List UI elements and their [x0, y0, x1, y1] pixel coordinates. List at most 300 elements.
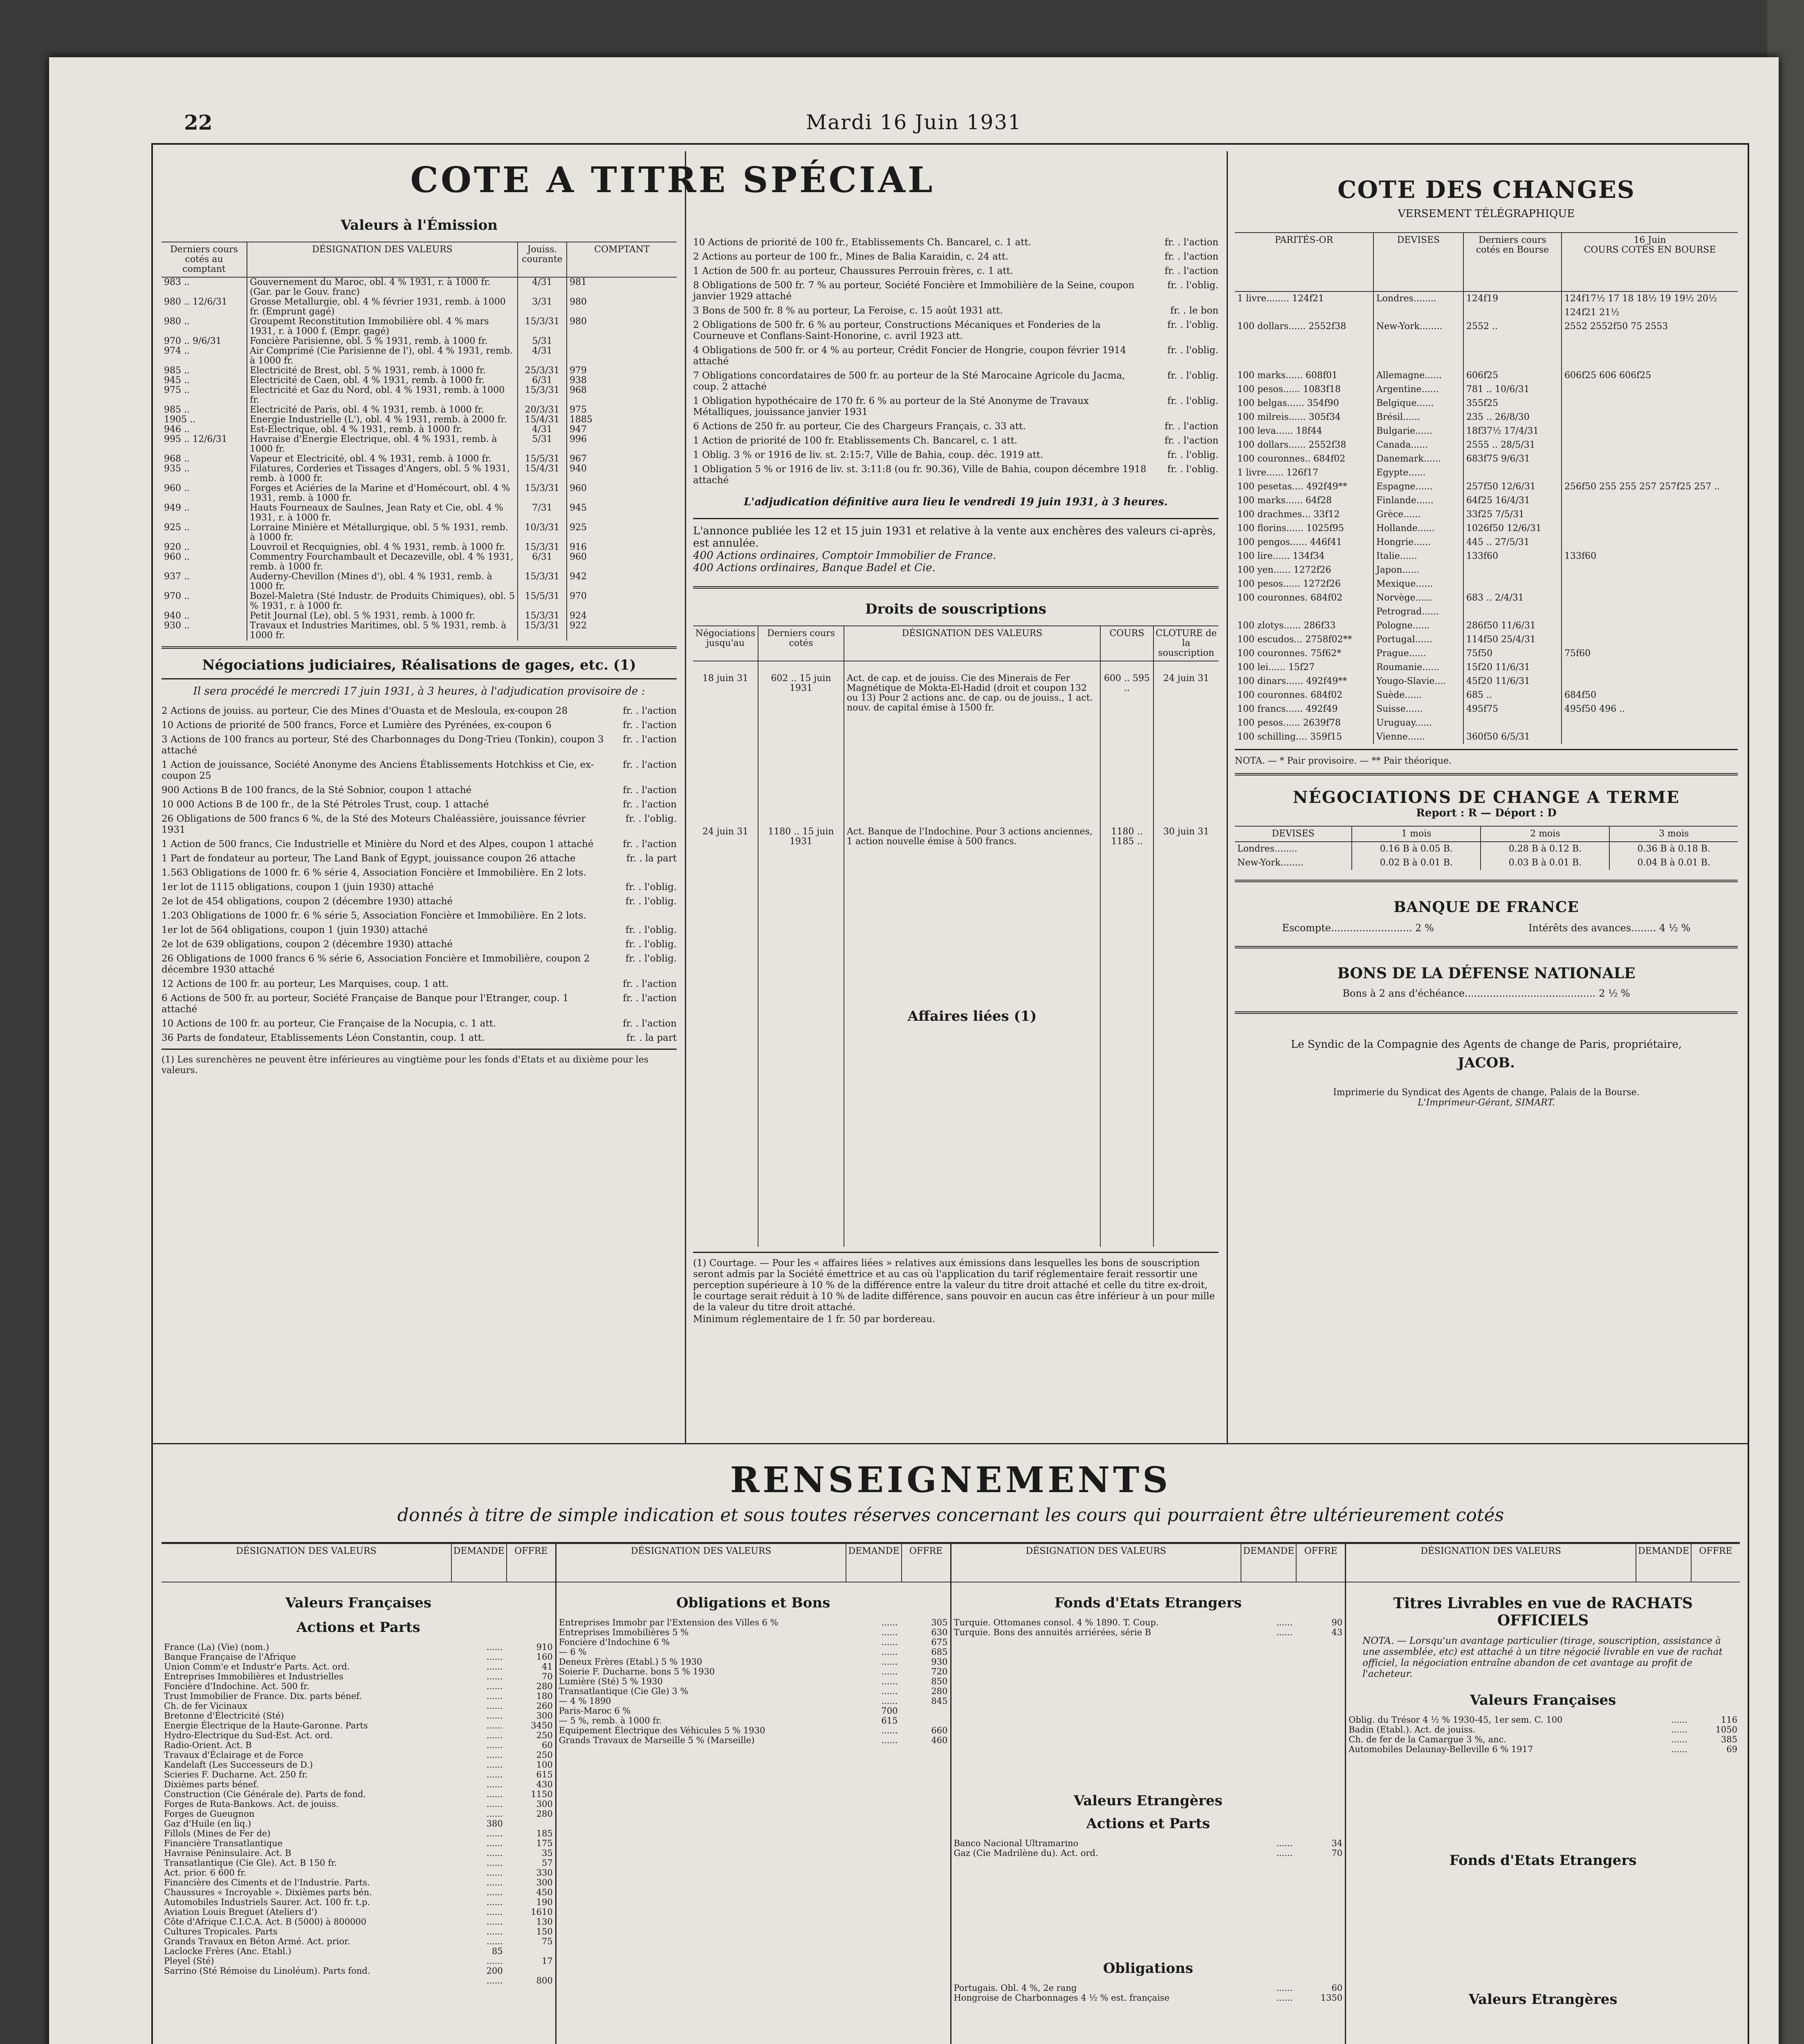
change-cell-p: 1 livre........ 124f21: [1237, 294, 1324, 304]
rens-row: [951, 1983, 1345, 1993]
obligations-etr-heading: Obligations: [1103, 1960, 1193, 1977]
rens-row-name: Entreprises Immobr par l'Extension des Villes 6 %: [559, 1618, 779, 1627]
change-cell-d: Hongrie......: [1373, 536, 1463, 549]
emission-cell-d: 937 ..: [164, 572, 190, 582]
page-number: 22: [184, 110, 213, 134]
middle-item-text: 1 Obligation hypothécaire de 170 fr. 6 % au porteur de la Sté Anonyme de Travaux Métalliques, jouissance janvier 1931: [693, 396, 1089, 417]
change-cell-dc: 64f25 16/4/31: [1463, 494, 1562, 508]
rens-row-demande: 85: [492, 1946, 503, 1956]
rens-row-name: — 6 %: [559, 1647, 587, 1657]
change-cell-d: Bulgarie......: [1373, 424, 1463, 438]
change-cell-c: [1562, 563, 1738, 577]
imprimerie-text: Imprimerie du Syndicat des Agents de change, Palais de la Bourse.: [1333, 1087, 1640, 1098]
change-cell-d: Uruguay......: [1373, 716, 1463, 730]
rens-row: [556, 1706, 950, 1716]
droits-table: [693, 625, 1218, 1247]
change-cell-c: 2552 2552f50 75 2553: [1562, 320, 1738, 369]
emission-row: [162, 611, 677, 621]
droits-title: Droits de souscriptions: [865, 601, 1047, 617]
change-cell-dc: 33f25 7/5/31: [1463, 508, 1562, 522]
rens-row-offre: 280: [536, 1681, 553, 1691]
judiciaire-item-text: 1 Part de fondateur au porteur, The Land Bank of Egypt, jouissance coupon 26 attache: [162, 853, 576, 864]
rens-row-offre: 800: [536, 1976, 553, 1986]
rens-row-demande: 380: [486, 1819, 503, 1829]
emission-row: [162, 385, 677, 405]
emission-row: [162, 542, 677, 552]
change-cell-dc: 606f25: [1463, 369, 1562, 383]
rens-row-offre: 260: [536, 1701, 553, 1711]
rens-row-demande: ......: [486, 1691, 503, 1701]
rens-row-name: Côte d'Afrique C.I.C.A. Act. B (5000) à 800000: [164, 1917, 367, 1927]
rens-col-desig: DÉSIGNATION DES VALEURS: [556, 1544, 846, 1582]
change-cell-p: 100 dollars...... 2552f38: [1237, 321, 1346, 332]
emission-cell-n: Hauts Fourneaux de Saulnes, Jean Raty et Cie, obl. 4 % 1931, r. à 1000 fr.: [247, 503, 518, 523]
emission-cell-c: 924: [567, 611, 677, 621]
annonce-item-1: 400 Actions ordinaires, Comptoir Immobilier de France.: [693, 549, 996, 562]
rens-row-offre: 190: [536, 1897, 553, 1907]
change-cell-dc: [1463, 577, 1562, 591]
judiciaire-item-price: fr. . l'oblig.: [625, 882, 677, 892]
judiciaire-item-text: 900 Actions B de 100 francs, de la Sté Sobnior, coupon 1 attaché: [162, 785, 472, 796]
middle-item: [693, 450, 1218, 461]
valeurs-etrangeres-4-heading: Valeurs Etrangères: [1468, 1991, 1618, 2008]
change-cell-c: [1562, 383, 1738, 397]
change-cell-dc: 781 .. 10/6/31: [1463, 383, 1562, 397]
rens-row: [162, 1642, 555, 1652]
emission-row: [162, 336, 677, 346]
col-dernier: Derniers cours cotés au comptant: [162, 242, 247, 277]
rens-row-offre: 930: [931, 1657, 948, 1667]
change-cell-p: 100 drachmes... 33f12: [1237, 509, 1340, 520]
droits-cell-clot: 24 juin 31: [1153, 661, 1218, 815]
rens-row-offre: 75: [542, 1936, 553, 1946]
escompte-rate: Escompte.......................... 2 %: [1282, 922, 1434, 934]
judiciaire-item-price: fr. . l'action: [623, 979, 677, 989]
emission-row: [162, 503, 677, 523]
rens-row: [162, 1878, 555, 1887]
change-cell-c: 606f25 606 606f25: [1562, 369, 1738, 383]
rens-row-offre: 250: [536, 1730, 553, 1740]
middle-item-text: 10 Actions de priorité de 100 fr., Etablissements Ch. Bancarel, c. 1 att.: [693, 237, 1031, 248]
terme-header: DEVISES: [1235, 826, 1352, 842]
middle-item-text: 2 Actions au porteur de 100 fr., Mines de Balia Karaidin, c. 24 att.: [693, 251, 1009, 262]
judiciaire-item-text: 1.203 Obligations de 1000 fr. 6 % série 5, Association Foncière et Immobilière. En 2 lots.: [162, 910, 586, 921]
change-cell-c: [1562, 397, 1738, 410]
change-cell-d: Argentine......: [1373, 383, 1463, 397]
judiciaire-item-text: 1.563 Obligations de 1000 fr. 6 % série 4, Association Foncière et Immobilière. En 2 lots.: [162, 867, 586, 878]
middle-item: [693, 251, 1218, 262]
rens-row: [162, 1966, 555, 1976]
rens-row-demande: ......: [486, 1829, 503, 1838]
emission-cell-c: 980: [567, 317, 677, 336]
changes-column: [1235, 159, 1738, 1435]
rens-row-offre: 330: [536, 1868, 553, 1878]
emission-cell-c: 967: [567, 454, 677, 464]
rens-row: [162, 1789, 555, 1799]
jacob-name: JACOB.: [1458, 1055, 1515, 1071]
judiciaire-item-text: 12 Actions de 100 fr. au porteur, Les Marquises, coup. 1 att.: [162, 979, 449, 989]
emission-row: [162, 317, 677, 336]
change-cell-dc: [1463, 605, 1562, 619]
rens-row: [162, 1662, 555, 1672]
col-jouiss: Jouiss. courante: [518, 242, 567, 277]
terme-cell-m2: 0.28 B à 0.12 B.: [1481, 842, 1609, 856]
change-cell-p: 100 pesos...... 2639f78: [1237, 718, 1341, 728]
rens-row: [162, 1770, 555, 1780]
rens-row-name: Banco Nacional Ultramarino: [954, 1838, 1079, 1848]
changes-table: [1235, 232, 1738, 744]
rens-col-demande: DEMANDE: [451, 1544, 507, 1582]
emission-cell-c: 922: [567, 621, 677, 641]
judiciaire-item-price: fr. . la part: [626, 853, 677, 864]
change-cell-p: 100 lei...... 15f27: [1237, 662, 1315, 672]
emission-cell-j: 5/31: [518, 336, 567, 346]
emission-cell-j: 15/3/31: [518, 611, 567, 621]
rens-row-offre: 150: [536, 1927, 553, 1936]
rens-row-name: Fillols (Mines de Fer de): [164, 1829, 271, 1838]
middle-item-text: 1 Action de 500 fr. au porteur, Chaussures Perrouin frères, c. 1 att.: [693, 266, 1013, 276]
change-row: [1235, 675, 1738, 688]
rens-row-demande: ......: [486, 1711, 503, 1721]
rens-row: [162, 1917, 555, 1927]
emission-cell-j: 4/31: [518, 425, 567, 435]
rens-col-desig: DÉSIGNATION DES VALEURS: [1346, 1544, 1636, 1582]
change-row: [1235, 661, 1738, 675]
change-row: [1235, 452, 1738, 466]
emission-cell-j: 15/3/31: [518, 317, 567, 336]
middle-item-text: 1 Action de priorité de 100 fr. Etablissements Ch. Bancarel, c. 1 att.: [693, 435, 1018, 446]
change-cell-p: 100 schilling.... 359f15: [1237, 732, 1342, 742]
rens-row: [556, 1716, 950, 1726]
judiciaire-item-price: fr. . l'action: [623, 993, 677, 1004]
change-cell-d: Petrograd......: [1373, 605, 1463, 619]
change-cell-p: 100 florins...... 1025f95: [1237, 523, 1344, 533]
rens-row-name: Bretonne d'Électricité (Sté): [164, 1711, 284, 1721]
rens-row-table: [951, 1618, 1345, 1637]
change-cell-p: 100 pengos...... 446f41: [1237, 537, 1342, 547]
emission-cell-c: 968: [567, 385, 677, 405]
emission-title: Valeurs à l'Émission: [340, 217, 498, 233]
emission-cell-d: 968 ..: [164, 454, 190, 464]
emission-cell-c: 960: [567, 552, 677, 572]
judiciaire-item-price: fr. . l'action: [623, 706, 677, 716]
rens-row-name: Ch. de fer de la Camargue 3 %, anc.: [1349, 1735, 1507, 1744]
middle-item-price: fr. . l'oblig.: [1167, 396, 1218, 406]
middle-item: [693, 370, 1218, 392]
rens-row-offre: 185: [536, 1829, 553, 1838]
judiciaire-item-price: [607, 867, 677, 879]
rens-row-demande: ......: [881, 1627, 898, 1637]
middle-item: [693, 421, 1218, 432]
change-cell-c: [1562, 466, 1738, 480]
rens-row-offre: 250: [536, 1750, 553, 1760]
emission-cell-c: 960: [567, 484, 677, 503]
droits-cell-cours: 1180 .. 1185 ..: [1100, 815, 1153, 909]
emission-cell-c: 925: [567, 523, 677, 542]
emission-cell-n: Travaux et Industries Maritimes, obl. 5 % 1931, remb. à 1000 fr.: [247, 621, 518, 641]
change-row: [1235, 424, 1738, 438]
change-cell-dc: 133f60: [1463, 549, 1562, 563]
newspaper-page: [49, 57, 1779, 2044]
middle-item-price: fr. . l'action: [1165, 251, 1218, 262]
emission-cell-j: 15/5/31: [518, 454, 567, 464]
rens-row-offre: 430: [536, 1780, 553, 1789]
change-cell-p: 100 zlotys...... 286f33: [1237, 621, 1336, 631]
rens-row-demande: ......: [486, 1917, 503, 1927]
judiciaire-item-price: fr. . l'action: [623, 720, 677, 731]
rens-row-name: Havraise Péninsulaire. Act. B: [164, 1848, 292, 1858]
emission-row: [162, 425, 677, 435]
rens-row-name: Aviation Louis Breguet (Ateliers d'): [164, 1907, 317, 1917]
emission-row: [162, 297, 677, 317]
emission-cell-j: 3/31: [518, 297, 567, 317]
rens-row-offre: 60: [542, 1740, 553, 1750]
rens-col-3: [951, 1543, 1346, 2044]
rens-row-offre: 1610: [531, 1907, 553, 1917]
rens-row-name: Chaussures « Incroyable ». Dixièmes parts bén.: [164, 1887, 372, 1897]
emission-cell-j: 15/3/31: [518, 542, 567, 552]
judiciaire-item: [162, 853, 677, 864]
change-cell-p: 100 pesos...... 1272f26: [1237, 579, 1341, 589]
emission-cell-c: 1885: [567, 415, 677, 425]
rens-row-demande: ......: [881, 1735, 898, 1745]
renseignements-subtitle: donnés à titre de simple indication et sous toutes réserves concernant les cours qui pourraient être ultérieurement cotés: [397, 1505, 1504, 1526]
renseignements-section: [162, 1459, 1740, 2044]
rens-row-demande: ......: [881, 1676, 898, 1686]
rens-row-offre: [900, 1716, 950, 1726]
rens-row-name: Kandelaft (Les Successeurs de D.): [164, 1760, 313, 1770]
rens-row-name: Construction (Cie Générale de). Parts de fond.: [164, 1789, 366, 1799]
syndic-text: Le Syndic de la Compagnie des Agents de change de Paris, propriétaire,: [1291, 1038, 1682, 1051]
change-row: [1235, 369, 1738, 383]
droits-cell-dern: 602 .. 15 juin 1931: [758, 661, 844, 815]
middle-item-text: 8 Obligations de 500 fr. 7 % au porteur, Société Foncière et Immobilière de la Seine, coupon janvier 1929 attaché: [693, 280, 1135, 302]
rens-row-demande: ......: [486, 1721, 503, 1730]
rens-row: [162, 1799, 555, 1809]
rens-row-demande: ......: [1671, 1744, 1687, 1754]
change-cell-p: 100 marks...... 608f01: [1237, 370, 1338, 381]
emission-cell-d: 1905 ..: [164, 415, 195, 425]
col-cloture: CLOTURE de la souscription: [1153, 626, 1218, 661]
emission-row: [162, 592, 677, 611]
change-cell-c: [1562, 536, 1738, 549]
judiciaire-item: [162, 979, 677, 990]
rens-col-offre: OFFRE: [902, 1544, 950, 1582]
page-date: Mardi 16 Juin 1931: [806, 110, 1022, 134]
rens-row-name: Paris-Maroc 6 %: [559, 1706, 631, 1716]
rens-row-name: Forges de Gueugnon: [164, 1809, 255, 1819]
change-cell-p: 100 yen...... 1272f26: [1237, 565, 1331, 575]
rens-row-offre: 100: [536, 1760, 553, 1770]
rens-row-offre: 160: [536, 1652, 553, 1662]
rens-row: [162, 1829, 555, 1838]
rens-row-name: Grands Travaux de Marseille 5 % (Marseille): [559, 1735, 755, 1745]
change-row: [1235, 410, 1738, 424]
change-cell-dc: 75f50: [1463, 647, 1562, 661]
emission-row: [162, 523, 677, 542]
emission-cell-c: 979: [567, 366, 677, 376]
change-row: [1235, 702, 1738, 716]
rens-row: [162, 1848, 555, 1858]
change-cell-c: [1562, 494, 1738, 508]
change-cell-d: Prague......: [1373, 647, 1463, 661]
rens-row-name: Deneux Frères (Etabl.) 5 % 1930: [559, 1657, 702, 1667]
judiciaire-item-text: 2e lot de 639 obligations, coupon 2 (décembre 1930) attaché: [162, 939, 453, 950]
rens-row: [162, 1672, 555, 1681]
judiciaire-item: [162, 896, 677, 907]
rens-row-demande: ......: [486, 1868, 503, 1878]
judiciaire-item-text: 26 Obligations de 1000 francs 6 % série 6, Association Foncière et Immobilière, coupon 2 décembre 1930 attaché: [162, 953, 590, 975]
change-cell-d: Suisse......: [1373, 702, 1463, 716]
change-row: [1235, 536, 1738, 549]
judiciaires-title: Négociations judiciaires, Réalisations de gages, etc. (1): [202, 657, 636, 673]
change-cell-d: Danemark......: [1373, 452, 1463, 466]
rens-col-demande: DEMANDE: [846, 1544, 901, 1582]
judiciaire-item: [162, 953, 677, 975]
rens-col-4: [1346, 1543, 1740, 2044]
rens-row-name: Ch. de fer Vicinaux: [164, 1701, 247, 1711]
judiciaire-item-text: 26 Obligations de 500 francs 6 %, de la Sté des Moteurs Chaléassière, jouissance février 1931: [162, 814, 586, 835]
rens-row: [162, 1701, 555, 1711]
rens-row-name: Radio-Orient. Act. B: [164, 1740, 252, 1750]
changes-nota: NOTA. — * Pair provisoire. — ** Pair théorique.: [1235, 756, 1452, 766]
rens-col-demande: DEMANDE: [1241, 1544, 1296, 1582]
change-cell-d: Yougo-Slavie....: [1373, 675, 1463, 688]
emission-cell-j: 4/31: [518, 277, 567, 297]
droits-cell-desig: Act. de cap. et de jouiss. Cie des Minerais de Fer Magnétique de Mokta-El-Hadid (droit et coupon 132 ou 13) Pour 2 actions anc. de cap. ou de jouiss., 1 act. nouv. de capital émise à 1500 fr.: [844, 661, 1100, 815]
emission-cell-d: 920 ..: [164, 542, 190, 552]
rens-row-table: [556, 1618, 950, 1745]
rens-row: [162, 1946, 555, 1956]
rens-row-table: [162, 1642, 555, 1986]
rens-row-name: Energie Électrique de la Haute-Garonne. Parts: [164, 1721, 368, 1730]
change-row: [1235, 397, 1738, 410]
rens-row-demande: ......: [486, 1936, 503, 1946]
change-row: [1235, 619, 1738, 633]
rens-row-offre: 1150: [531, 1789, 553, 1799]
change-row: [1235, 480, 1738, 494]
rens-row-name: Entreprises Immobilières 5 %: [559, 1627, 689, 1637]
droits-cell-neg: 24 juin 31: [702, 827, 749, 837]
change-cell-d: Espagne......: [1373, 480, 1463, 494]
change-cell-p: 100 leva...... 18f44: [1237, 426, 1322, 436]
emission-row: [162, 366, 677, 376]
rens-row-offre: 660: [931, 1726, 948, 1735]
change-row: [1235, 320, 1738, 369]
rens-row: [556, 1676, 950, 1686]
rens-row-name: Travaux d'Éclairage et de Force: [164, 1750, 303, 1760]
emission-cell-c: 947: [567, 425, 677, 435]
rens-row-offre: 300: [536, 1711, 553, 1721]
terme-cell-d: Londres........: [1237, 844, 1297, 854]
bons-text: Bons à 2 ans d'échéance.......................................... 2 ½ %: [1342, 988, 1630, 999]
emission-cell-c: [567, 336, 677, 346]
rens-row-demande: ......: [1276, 1627, 1293, 1637]
rens-row: [162, 1897, 555, 1907]
middle-item-text: 4 Obligations de 500 fr. or 4 % au porteur, Crédit Foncier de Hongrie, coupon février 1914 attaché: [693, 345, 1126, 367]
change-cell-dc: 683 .. 2/4/31: [1463, 591, 1562, 605]
emission-cell-d: 995 .. 12/6/31: [164, 434, 227, 444]
change-cell-c: [1562, 508, 1738, 522]
change-cell-d: Grèce......: [1373, 508, 1463, 522]
emission-cell-j: 15/4/31: [518, 415, 567, 425]
rens-row: [162, 1887, 555, 1897]
emission-cell-n: Gouvernement du Maroc, obl. 4 % 1931, r. à 1000 fr. (Gar. par le Gouv. franc): [247, 277, 518, 297]
judiciaires-note: (1) Les surenchères ne peuvent être inférieures au vingtième pour les fonds d'Etats et au dixième pour les valeurs.: [162, 1055, 649, 1076]
rachats-heading: Titres Livrables en vue de RACHATS OFFICIELS: [1393, 1595, 1693, 1629]
change-cell-d: Suède......: [1373, 688, 1463, 702]
emission-cell-j: 4/31: [518, 346, 567, 366]
emission-cell-d: 985 ..: [164, 405, 190, 415]
change-row: [1235, 563, 1738, 577]
rens-row-offre: 910: [536, 1642, 553, 1652]
emission-cell-d: 975 ..: [164, 385, 190, 395]
middle-item-text: 2 Obligations de 500 fr. 6 % au porteur, Constructions Mécaniques et Fonderies de la Courneuve et Conflans-Saint-Honorine, c. avril 1923 att.: [693, 320, 1101, 341]
change-cell-c: [1562, 577, 1738, 591]
change-cell-c: 495f50 496 ..: [1562, 702, 1738, 716]
terme-cell-m3: 0.04 B à 0.01 B.: [1609, 856, 1738, 870]
droits-row: [693, 815, 1218, 909]
rens-header: [556, 1543, 950, 1582]
rens-row-demande: ......: [881, 1726, 898, 1735]
column-rule-2: [1227, 151, 1228, 1443]
rens-row: [556, 1627, 950, 1637]
judiciaire-item-price: fr. . l'oblig.: [625, 925, 677, 935]
change-row: [1235, 383, 1738, 397]
rens-row-demande: ......: [486, 1789, 503, 1799]
change-cell-c: [1562, 410, 1738, 424]
rens-row-demande: ......: [486, 1887, 503, 1897]
change-row: [1235, 591, 1738, 605]
rens-row-offre: 41: [542, 1662, 553, 1672]
judiciaire-item: [162, 1018, 677, 1029]
rens-row-offre: 385: [1721, 1735, 1737, 1744]
emission-cell-c: 980: [567, 297, 677, 317]
middle-item-price: fr. . l'oblig.: [1167, 345, 1218, 356]
change-cell-d: Belgique......: [1373, 397, 1463, 410]
emission-cell-n: Filatures, Corderies et Tissages d'Angers, obl. 5 % 1931, remb. à 1000 fr.: [247, 464, 518, 484]
rens-row-demande: ......: [486, 1858, 503, 1868]
rens-row-offre: 685: [931, 1647, 948, 1657]
change-cell-dc: 683f75 9/6/31: [1463, 452, 1562, 466]
change-cell-dc: 235 .. 26/8/30: [1463, 410, 1562, 424]
rens-row-name: Pleyel (Sté): [164, 1956, 214, 1966]
rens-row-demande: ......: [486, 1809, 503, 1819]
emission-row: [162, 415, 677, 425]
rens-row-offre: 90: [1331, 1618, 1343, 1627]
emission-cell-c: 945: [567, 503, 677, 523]
emission-cell-d: 980 ..: [164, 316, 190, 327]
rens-row: [951, 1848, 1345, 1858]
valeurs-francaises-heading: Valeurs Françaises: [285, 1595, 431, 1611]
emission-cell-n: Forges et Aciéries de la Marine et d'Homécourt, obl. 4 % 1931, remb. à 1000 fr.: [247, 484, 518, 503]
terme-cell-m1: 0.02 B à 0.01 B.: [1352, 856, 1481, 870]
valeurs-etrangeres-heading: Valeurs Etrangères: [1073, 1793, 1223, 1809]
rens-row: [162, 1740, 555, 1750]
emission-cell-c: 916: [567, 542, 677, 552]
rens-row: [162, 1760, 555, 1770]
interets-rate: Intérêts des avances........ 4 ½ %: [1528, 922, 1691, 934]
middle-item: [693, 237, 1218, 248]
change-cell-p: 100 couronnes. 75f62*: [1237, 648, 1342, 659]
rens-row-offre: 116: [1721, 1715, 1737, 1725]
change-cell-dc: 2555 .. 28/5/31: [1463, 438, 1562, 452]
emission-row: [162, 435, 677, 454]
judiciaire-item: [162, 734, 677, 756]
emission-row: [162, 572, 677, 592]
rens-row-name: Badin (Etabl.). Act. de jouiss.: [1349, 1725, 1476, 1735]
rens-row: [951, 1618, 1345, 1627]
